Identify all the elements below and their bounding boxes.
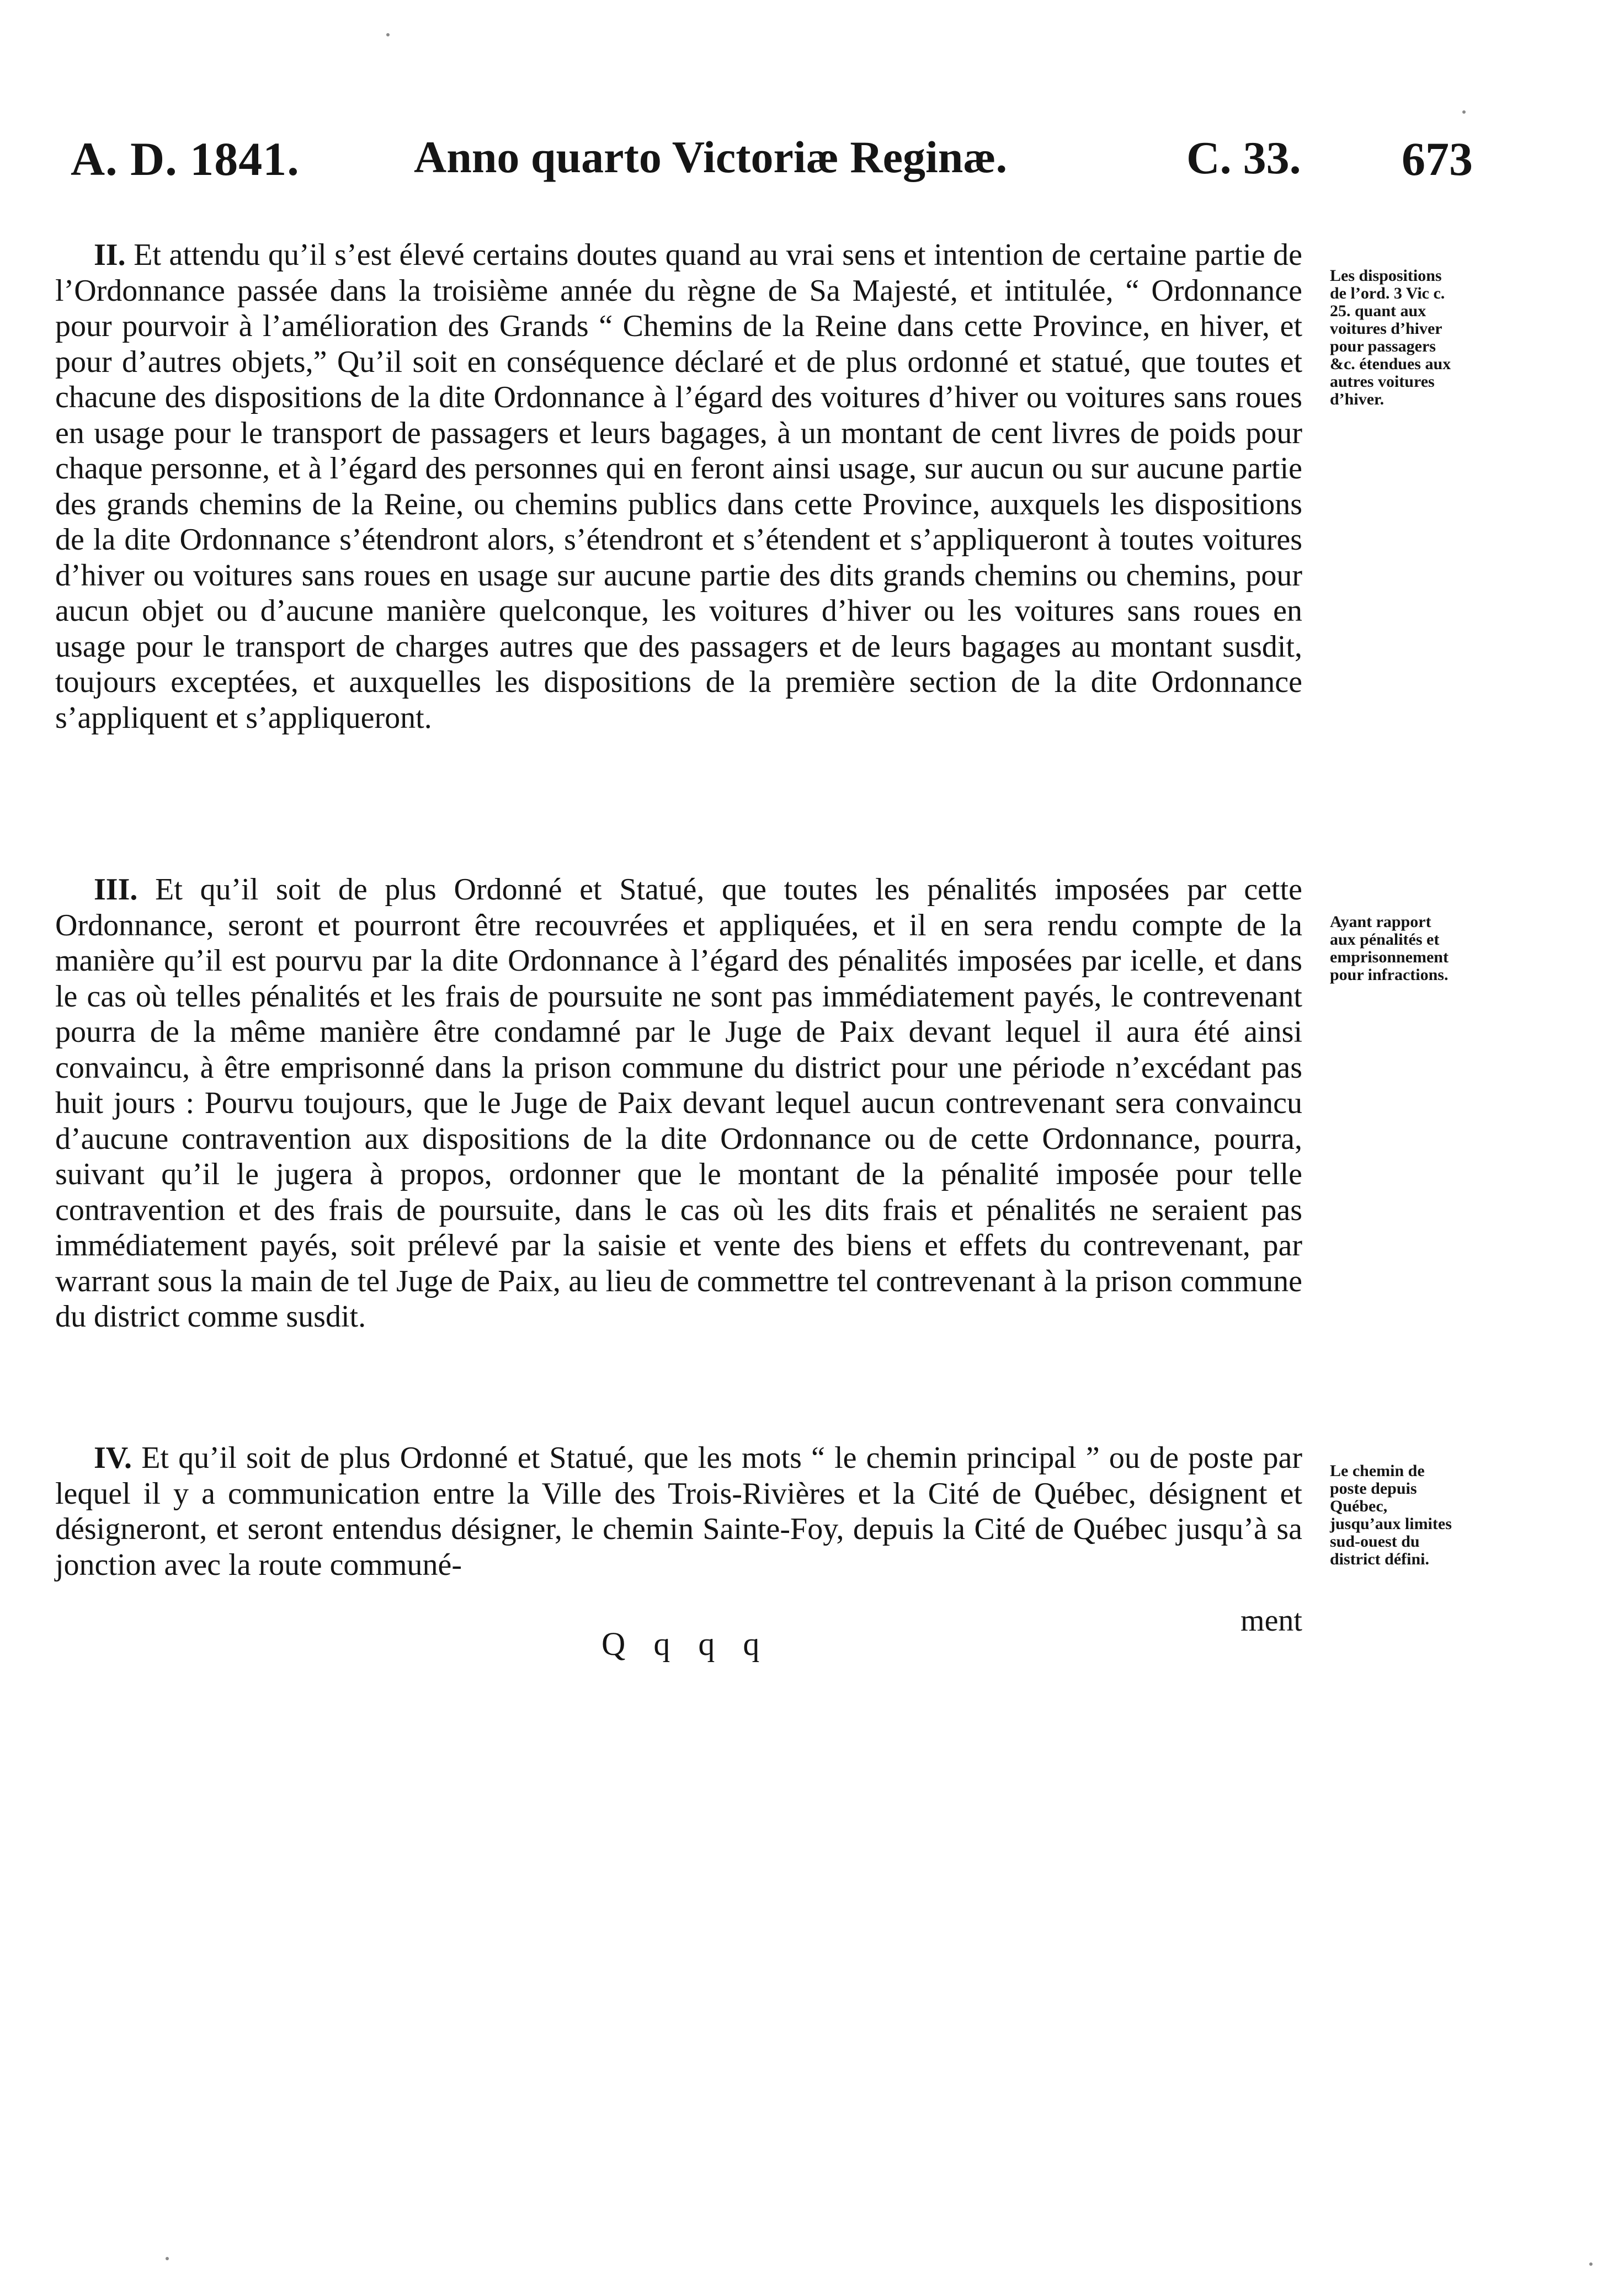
section-ii-paragraph bbox=[55, 237, 1302, 736]
section-ii-text: Et attendu qu’il s’est élevé certains doutes quand au vrai sens et intention de certaine partie de l’Ordonnance passée dans la troisième année du règne de Sa Majesté, et intitulée, “ Ordonnance pour pourvoir à l’amélioration des Grands “ Chemins de la Reine dans cette Province, en hiver, et pour d’autres objets,” Qu’il soit en conséquence déclaré et de plus ordonné et statué, que toutes et chacune des dispositions de la dite Ordonnance à l’égard des voitures d’hiver ou voitures sans roues en usage pour le transport de passagers et leurs bagages, à un montant de cent livres de poids pour chaque personne, et à l’égard des personnes qui en feront ainsi usage, sur aucun ou sur aucune partie des grands chemins de la Reine, ou chemins publics dans cette Province, auxquels les dispositions de la dite Ordonnance s’étendront alors, s’étendront et s’étendent et s’appliqueront à toutes voitures d’hiver ou voitures sans roues en usage sur aucune partie des dits grands chemins ou chemins, pour aucun objet ou d’aucune manière quelconque, les voitures d’hiver ou les voitures sans roues en usage pour le transport de charges autres que des passagers et de leurs bagages au montant susdit, toujours exceptées, et auxquelles les dispositions de la première section de la dite Ordonnance s’appliquent et s’appliqueront. bbox=[55, 238, 1303, 735]
section-iii-paragraph bbox=[55, 872, 1302, 1335]
section-iv-number: IV. bbox=[94, 1441, 132, 1475]
marginal-note-iv: Le chemin de poste depuis Québec, jusqu’aux limites sud-ouest du district défini. bbox=[1330, 1462, 1452, 1568]
scan-speck bbox=[386, 33, 390, 36]
scan-speck bbox=[1589, 2262, 1593, 2266]
section-ii bbox=[55, 237, 1302, 736]
section-iii bbox=[55, 872, 1302, 1335]
header-chapter: C. 33. bbox=[1186, 132, 1301, 184]
header-year: A. D. 1841. bbox=[71, 132, 300, 185]
running-header bbox=[0, 131, 1624, 192]
marginal-note-iii: Ayant rapport aux pénalités et emprisonnement pour infractions. bbox=[1330, 913, 1449, 984]
header-title: Anno quarto Victoriæ Reginæ. bbox=[414, 132, 1008, 182]
section-iv-paragraph bbox=[55, 1440, 1302, 1583]
scan-speck bbox=[166, 2257, 169, 2260]
catchword: ment bbox=[1240, 1604, 1302, 1638]
signature-mark: Q q q q bbox=[601, 1626, 770, 1662]
scan-speck bbox=[1462, 110, 1466, 114]
section-iii-number: III. bbox=[94, 872, 138, 907]
section-iv bbox=[55, 1440, 1302, 1583]
page-number: 673 bbox=[1402, 132, 1473, 185]
section-iv-text: Et qu’il soit de plus Ordonné et Statué, que les mots “ le chemin principal ” ou de poste par lequel il y a communication entre la Ville des Trois-Rivières et la Cité de Québec, désignent et désigneront, et seront entendus désigner, le chemin Sainte-Foy, depuis la Cité de Québec jusqu’à sa jonction avec la route communé- bbox=[55, 1441, 1303, 1582]
section-iii-text: Et qu’il soit de plus Ordonné et Statué, que toutes les pénalités imposées par cette Ordonnance, seront et pourront être recouvrées et appliquées, et il en sera rendu compte de la manière qu’il est pourvu par la dite Ordonnance à l’égard des pénalités imposées par icelle, et dans le cas où telles pénalités et les frais de poursuite ne sont pas immédiatement payés, le contrevenant pourra de la même manière être condamné par le Juge de Paix devant lequel il aura été ainsi convaincu, à être emprisonné dans la prison commune du district pour une période n’excédant pas huit jours : Pourvu toujours, que le Juge de Paix devant lequel aucun contrevenant sera convaincu d’aucune contravention aux dispositions de la dite Ordonnance ou de cette Ordonnance, pourra, suivant qu’il le jugera à propos, ordonner que le montant de la pénalité imposée pour telle contravention et des frais de poursuite, dans le cas où les dits frais et pénalités ne seraient pas immédiatement payés, soit prélevé par la saisie et vente des biens et effets du contrevenant, par warrant sous la main de tel Juge de Paix, au lieu de commettre tel contrevenant à la prison commune du district comme susdit. bbox=[55, 872, 1302, 1334]
section-ii-number: II. bbox=[94, 238, 126, 272]
marginal-note-ii: Les dispositions de l’ord. 3 Vic c. 25. quant aux voitures d’hiver pour passagers &c. étendues aux autres voitures d’hiver. bbox=[1330, 267, 1451, 408]
